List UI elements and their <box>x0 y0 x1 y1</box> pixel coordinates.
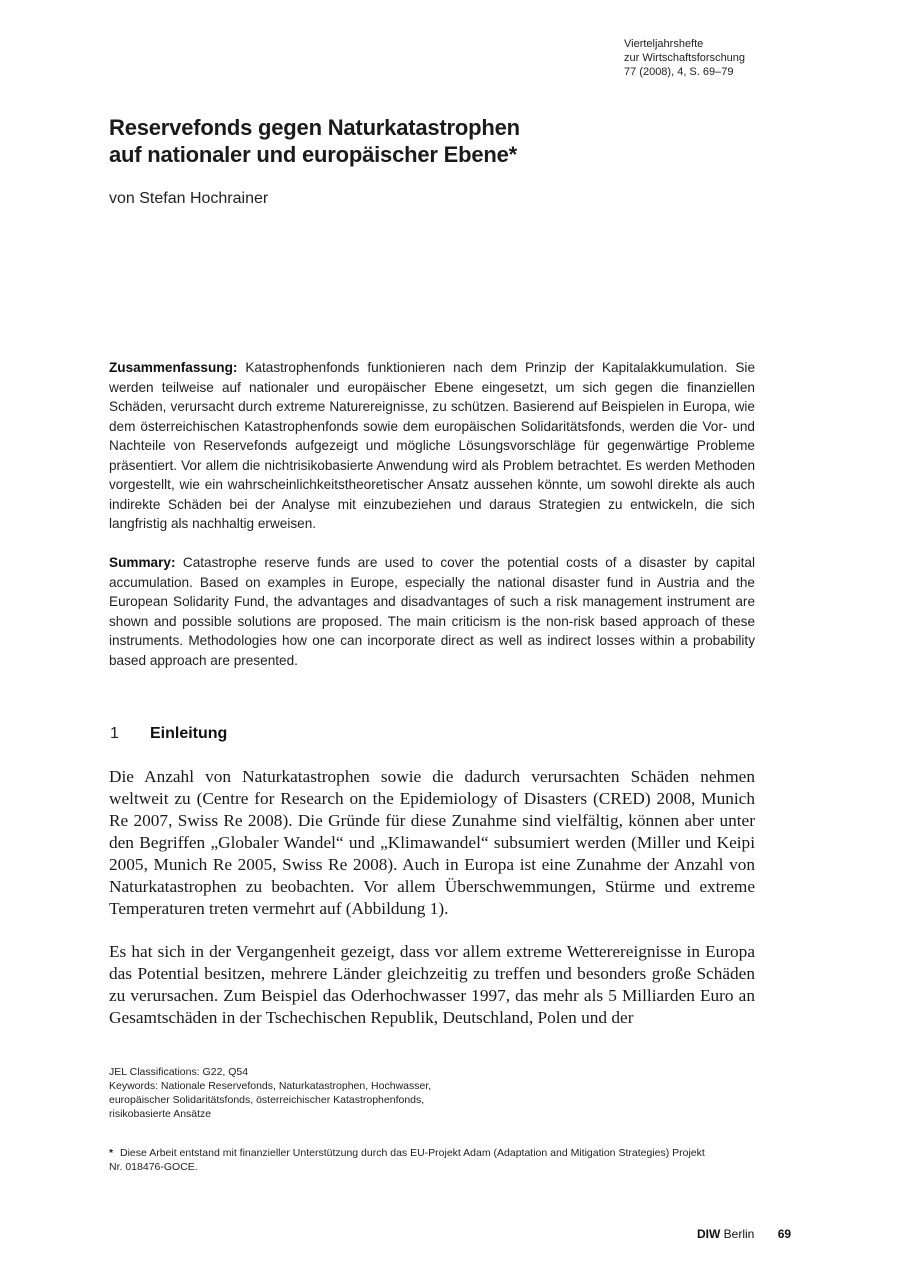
keywords-line-2: europäischer Solidaritätsfonds, österreichischer Katastrophenfonds, <box>109 1094 425 1106</box>
title-line-1: Reservefonds gegen Naturkatastrophen <box>109 115 520 140</box>
page-footer <box>697 1227 791 1241</box>
page-number: 69 <box>777 1227 792 1241</box>
abstract-german <box>109 358 755 534</box>
publisher-logo: DIW <box>697 1227 721 1241</box>
footnote-marker: * <box>109 1147 114 1159</box>
keywords-line-3: risikobasierte Ansätze <box>109 1108 212 1120</box>
journal-citation <box>624 37 745 79</box>
abstract-german-label: Zusammenfassung: <box>109 360 238 375</box>
body-paragraph-1: Die Anzahl von Naturkatastrophen sowie die dadurch verursachten Schäden nehmen weltweit zu (Centre for Research on the Epidemiology of Disasters (CRED) 2008, Munich Re 2007, Swiss Re 2008). Die Gründe für diese Zunahme sind vielfältig, können aber unter den Begriffen „Globaler Wandel“ und „Klimawandel“ subsumiert werden (Miller und Keipi 2005, Munich Re 2005, Swiss Re 2008). Auch in Europa ist eine Zunahme der Anzahl von Naturkatastrophen zu beobachten. Vor allem Überschwemmungen, Stürme und extreme Temperaturen treten vermehrt auf (Abbildung 1). <box>109 767 755 918</box>
author-line: von Stefan Hochrainer <box>109 190 269 207</box>
abstract-english <box>109 553 755 670</box>
body-paragraph-2: Es hat sich in der Vergangenheit gezeigt, dass vor allem extreme Wetterereignisse in Europa das Potential besitzen, mehrere Länder gleichzeitig zu treffen und besonders große Schäden zu verursachen. Zum Beispiel das Oderhochwasser 1997, das mehr als 5 Milliarden Euro an Gesamtschäden in der Tschechischen Republik, Deutschland, Polen und der <box>109 942 755 1027</box>
abstract-german-text: Katastrophenfonds funktionieren nach dem Prinzip der Kapitalakkumulation. Sie werden teilweise auf nationaler und europäischer Ebene eingesetzt, um sich gegen die finanziellen Schäden, verursacht durch extreme Naturereignisse, zu schützen. Basierend auf Beispielen in Europa, wie dem österreichischen Katastrophenfonds sowie dem europäischen Solidaritätsfonds, werden die Vor- und Nachteile von Reservefonds aufgezeigt und mögliche Lösungsvorschläge für gegenwärtige Probleme präsentiert. Vor allem die nichtrisikobasierte Anwendung wird als Problem betrachtet. Es werden Methoden vorgestellt, wie ein wahrscheinlichkeitstheoretischer Ansatz aussehen könnte, um sowohl direkte als auch indirekte Schäden bei der Analyse mit einzubeziehen und daraus Strategien zu entwickeln, die sich langfristig als nachhaltig erweisen. <box>109 360 755 531</box>
journal-volume: 77 (2008), 4, S. 69–79 <box>624 66 734 78</box>
section-title: Einleitung <box>150 725 228 742</box>
article-title <box>109 114 749 168</box>
abstract-english-label: Summary: <box>109 555 176 570</box>
jel-classification: JEL Classifications: G22, Q54 <box>109 1066 249 1078</box>
keywords-line-1: Keywords: Nationale Reservefonds, Naturkatastrophen, Hochwasser, <box>109 1080 432 1092</box>
classification-block <box>109 1065 431 1121</box>
footnote <box>109 1146 709 1174</box>
journal-name: Vierteljahrshefte <box>624 38 704 50</box>
section-number: 1 <box>110 725 119 742</box>
footnote-text: Diese Arbeit entstand mit finanzieller Unterstützung durch das EU-Projekt Adam (Adaptation and Mitigation Strategies) Projekt Nr. 018476-GOCE. <box>109 1147 705 1173</box>
publisher-city: Berlin <box>723 1227 755 1241</box>
abstract-english-text: Catastrophe reserve funds are used to cover the potential costs of a disaster by capital accumulation. Based on examples in Europe, especially the national disaster fund in Austria and the European Solidarity Fund, the advantages and disadvantages of such a risk management instrument are shown and possible solutions are proposed. The main criticism is the non-risk based approach of these instruments. Methodologies how one can incorporate direct as well as indirect losses within a probability based approach are presented. <box>109 555 755 668</box>
section-heading <box>110 725 227 743</box>
title-line-2: auf nationaler und europäischer Ebene* <box>109 142 518 167</box>
journal-subtitle: zur Wirtschaftsforschung <box>624 52 746 64</box>
